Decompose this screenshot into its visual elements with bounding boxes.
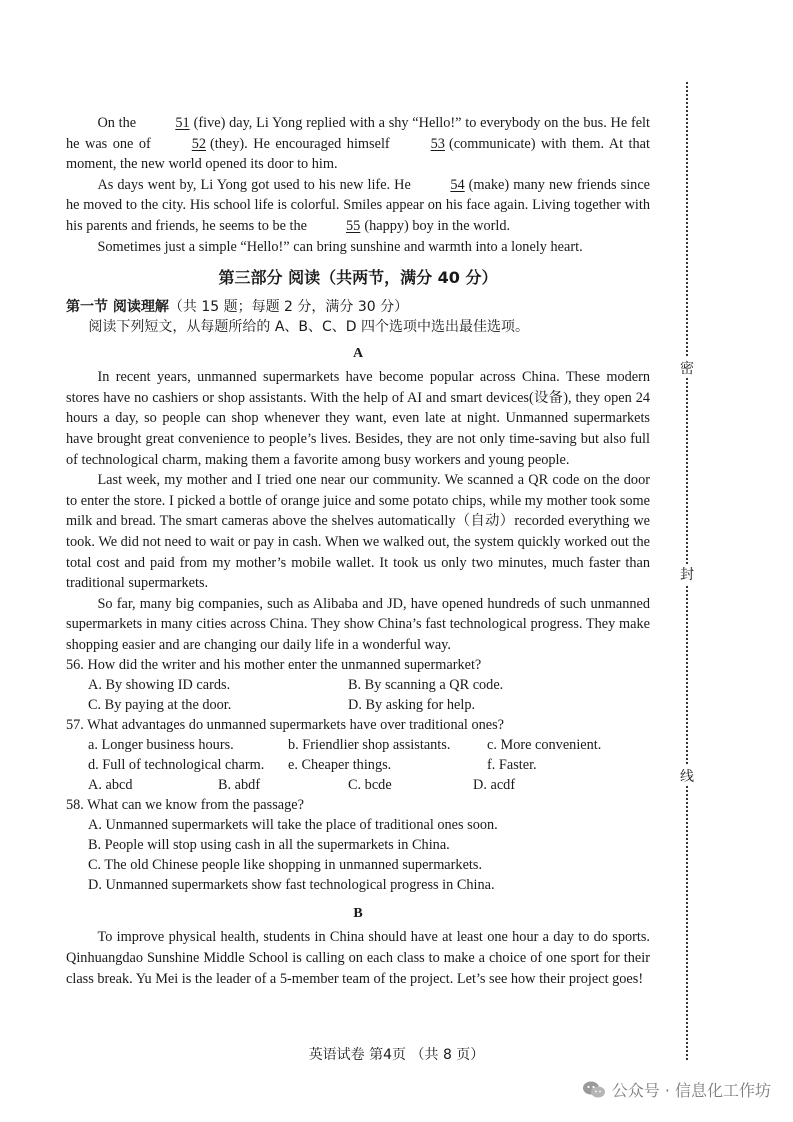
binding-char-mi: 密 <box>678 358 696 378</box>
text: (communicate) with them. At that moment, the new world opened its door to him. <box>66 135 650 173</box>
blank-53[interactable]: 53 <box>430 135 445 152</box>
cloze-paragraph-3: Sometimes just a simple “Hello!” can bring sunshine and warmth into a lonely heart. <box>97 238 583 255</box>
watermark <box>582 1078 771 1101</box>
page-footer: 英语试卷 第4页 （共 8 页） <box>308 1047 485 1063</box>
text: (make) many new friends since he moved to the city. His school life is colorful. Smiles appear on his face again. Living together with his parents and friends, he seems to be the <box>66 176 651 234</box>
option-a[interactable]: A. By showing ID cards. <box>88 677 231 694</box>
sub-section-title: 第一节 阅读理解 <box>66 299 169 316</box>
item-b: b. Friendlier shop assistants. <box>288 737 451 754</box>
exam-page <box>66 113 650 989</box>
text: As days went by, Li Yong got used to his new life. He <box>97 176 415 193</box>
text: (five) day, Li Yong replied with a shy “Hello!” to everybody on the bus. He felt he was one of <box>66 115 650 152</box>
question-57-items-row <box>66 755 650 775</box>
option-b[interactable]: B. People will stop using cash in all the supermarkets in China. <box>88 837 450 854</box>
passage-a-paragraph: Last week, my mother and I tried one near our community. We scanned a QR code on the door to enter the store. I picked a bottle of orange juice and some potato chips, while my mother took some milk and bread. The smart cameras above the shelves automatically（自动）recorded everything we took. We did not need to wait or pay in cash. When we walked out, the system quickly worked out the total cost and paid from my mother’s mobile wallet. It took us only two minutes, much faster than traditional supermarkets. <box>66 472 650 592</box>
blank-52[interactable]: 52 <box>191 135 207 152</box>
passage-b-paragraph: To improve physical health, students in China should have at least one hour a day to do sports. Qinhuangdao Sunshine Middle School is calling on each class to make a choice of one sport for their class break. Yu Mei is the leader of a 5-member team of the project. Let’s see how their project goes! <box>66 929 650 987</box>
item-a: a. Longer business hours. <box>88 737 234 754</box>
question-56-options-row <box>66 675 650 695</box>
text: (they). He encouraged himself <box>210 135 396 152</box>
question-56-options-row <box>66 695 650 715</box>
sub-section-scoring: （共 15 题；每题 2 分，满分 30 分） <box>168 299 409 316</box>
question-58-stem: 58. What can we know from the passage? <box>66 797 304 814</box>
question-57-options-row <box>66 775 650 795</box>
option-a[interactable]: A. abcd <box>88 777 133 794</box>
watermark-text: 公众号 · 信息化工作坊 <box>611 1081 771 1100</box>
cloze-paragraph-2 <box>66 175 650 237</box>
wechat-icon <box>582 1080 606 1100</box>
option-a[interactable]: A. Unmanned supermarkets will take the place of traditional ones soon. <box>88 817 498 834</box>
question-57-items-row <box>66 735 650 755</box>
passage-a-paragraph: In recent years, unmanned supermarkets have become popular across China. These modern stores have no cashiers or shop assistants. With the help of AI and smart devices(设备), they open 24 hours a day, so people can shop whenever they want, even late at night. Unmanned supermarkets have brought great convenience to people’s lives. Besides, they are not only time-saving but also full of technological charm, making them a favorite among busy workers and young people. <box>66 369 650 468</box>
item-e: e. Cheaper things. <box>288 757 392 774</box>
question-57-stem: 57. What advantages do unmanned supermarkets have over traditional ones? <box>66 717 505 734</box>
option-c[interactable]: C. The old Chinese people like shopping in unmanned supermarkets. <box>88 857 483 874</box>
passage-a-paragraph: So far, many big companies, such as Alibaba and JD, have opened hundreds of such unmanned supermarkets in many cities across China. They show China’s fast technological progress. They make shopping easier and are changing our daily life in a wonderful way. <box>66 595 650 653</box>
option-b[interactable]: B. abdf <box>218 777 261 794</box>
item-f: f. Faster. <box>487 757 537 774</box>
blank-54[interactable]: 54 <box>450 176 465 193</box>
question-56-stem: 56. How did the writer and his mother enter the unmanned supermarket? <box>66 657 482 674</box>
sub-section-heading <box>66 297 650 317</box>
cloze-paragraph-1 <box>66 113 650 175</box>
passage-a-label: A <box>352 346 364 362</box>
binding-char-feng: 封 <box>678 564 696 584</box>
option-d[interactable]: D. Unmanned supermarkets show fast technological progress in China. <box>88 877 495 894</box>
blank-51[interactable]: 51 <box>175 115 190 131</box>
text: (happy) boy in the world. <box>364 217 511 234</box>
passage-b-label: B <box>353 906 363 922</box>
option-b[interactable]: B. By scanning a QR code. <box>348 677 504 694</box>
option-d[interactable]: D. acdf <box>473 777 516 794</box>
blank-55[interactable]: 55 <box>346 217 361 234</box>
section-title: 第三部分 阅读（共两节，满分 40 分） <box>218 268 498 288</box>
text: On the <box>97 115 140 131</box>
instruction: 阅读下列短文，从每题所给的 A、B、C、D 四个选项中选出最佳选项。 <box>88 319 530 336</box>
item-d: d. Full of technological charm. <box>88 757 265 774</box>
option-d[interactable]: D. By asking for help. <box>348 697 476 714</box>
option-c[interactable]: C. bcde <box>348 777 392 794</box>
binding-char-xian: 线 <box>678 766 696 786</box>
item-c: c. More convenient. <box>487 737 602 754</box>
option-c[interactable]: C. By paying at the door. <box>88 697 232 714</box>
